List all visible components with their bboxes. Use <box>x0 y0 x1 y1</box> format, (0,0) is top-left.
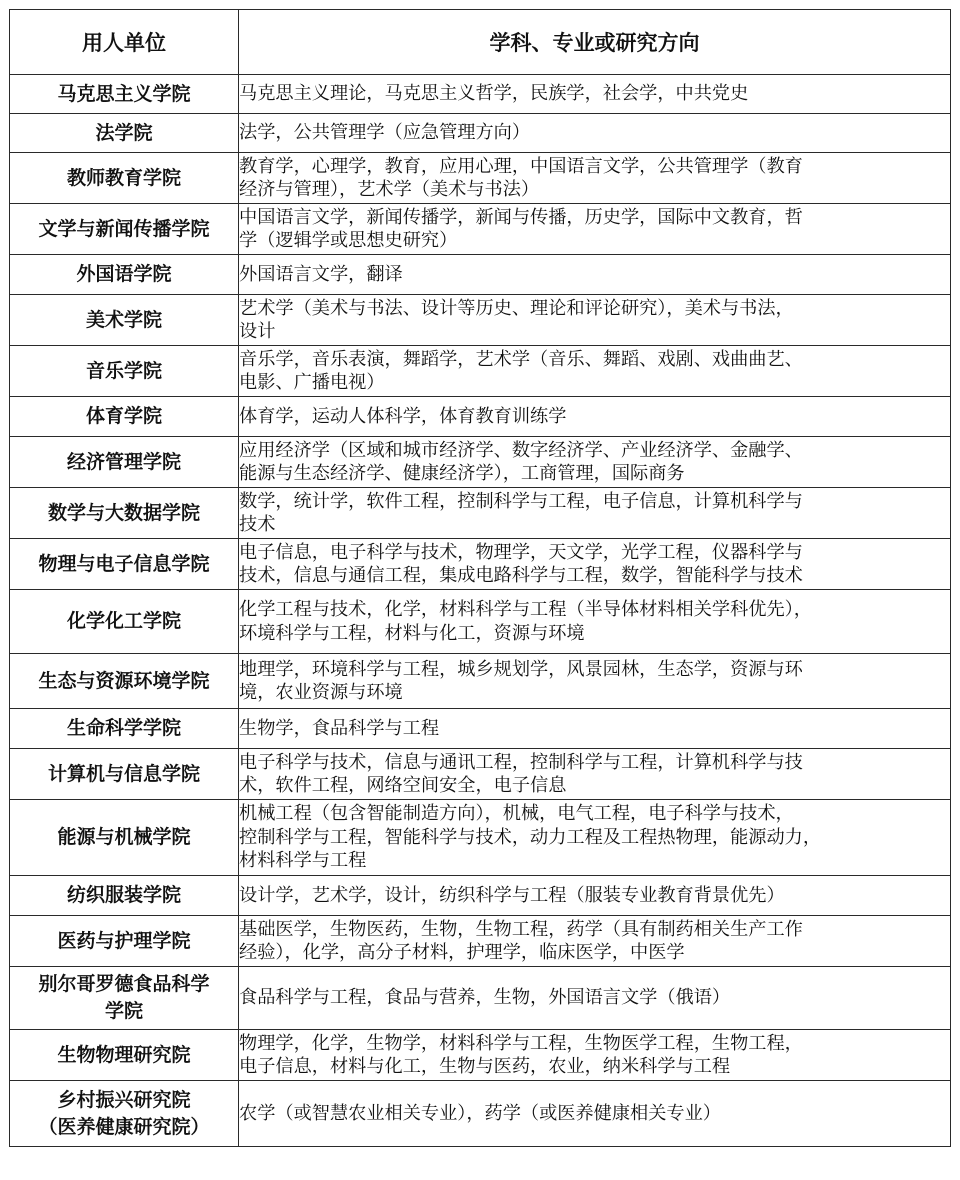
unit-cell <box>10 916 239 967</box>
subject-cell <box>239 654 951 709</box>
subject-text: 音乐学，音乐表演，舞蹈学，艺术学（音乐、舞蹈、戏剧、戏曲曲艺、 <box>239 348 803 370</box>
subject-text: 经验），化学，高分子材料，护理学，临床医学，中医学 <box>239 942 685 963</box>
subject-text: 设计 <box>239 321 276 342</box>
unit-name: 生物物理研究院 <box>57 1043 191 1066</box>
subject-cell <box>239 590 951 654</box>
unit-name: 音乐学院 <box>85 359 162 382</box>
unit-cell <box>10 654 239 709</box>
unit-name: （医养健康研究院） <box>38 1115 210 1138</box>
unit-cell <box>10 153 239 204</box>
subject-cell <box>239 437 951 488</box>
subject-cell <box>239 114 951 153</box>
subject-cell <box>239 709 951 749</box>
table-row <box>10 204 951 255</box>
table-row <box>10 488 951 539</box>
subject-text: 化学工程与技术，化学，材料科学与工程（半导体材料相关学科优先）， <box>239 599 812 620</box>
subject-cell <box>239 876 951 916</box>
unit-cell <box>10 749 239 800</box>
table-row <box>10 255 951 295</box>
table-row <box>10 539 951 590</box>
unit-name: 别尔哥罗德食品科学 <box>38 973 210 995</box>
subject-text: 基础医学，生物医药，生物，生物工程，药学（具有制药相关生产工作 <box>239 918 803 940</box>
unit-name: 教师教育学院 <box>66 166 181 189</box>
unit-name: 经济管理学院 <box>66 450 181 473</box>
subject-text: 体育学，运动人体科学，体育教育训练学 <box>239 405 567 427</box>
unit-cell <box>10 488 239 539</box>
table-row <box>10 397 951 437</box>
subject-text: 数学，统计学，软件工程，控制科学与工程，电子信息，计算机科学与 <box>239 490 803 512</box>
table-row <box>10 75 951 114</box>
subject-text: 法学，公共管理学（应急管理方向） <box>239 122 531 144</box>
header-unit: 用人单位 <box>10 10 239 75</box>
table-row <box>10 967 951 1030</box>
unit-cell <box>10 876 239 916</box>
table-row <box>10 437 951 488</box>
subject-text: 技术 <box>239 514 276 535</box>
unit-name: 生态与资源环境学院 <box>38 669 210 692</box>
unit-name: 医药与护理学院 <box>57 929 191 952</box>
unit-cell <box>10 346 239 397</box>
subject-text: 教育学，心理学，教育，应用心理，中国语言文学，公共管理学（教育 <box>239 155 803 177</box>
subject-text: 环境科学与工程，材料与化工，资源与环境 <box>239 622 585 644</box>
subject-text: 机械工程（包含智能制造方向），机械，电气工程，电子科学与技术， <box>239 803 794 825</box>
unit-name: 马克思主义学院 <box>57 82 191 105</box>
subject-text: 电子科学与技术，信息与通讯工程，控制科学与工程，计算机科学与技 <box>239 751 803 773</box>
unit-cell <box>10 204 239 255</box>
unit-name: 生命科学学院 <box>66 717 181 739</box>
table-row <box>10 709 951 749</box>
subject-cell <box>239 539 951 590</box>
unit-cell <box>10 539 239 590</box>
subject-text: 电影、广播电视） <box>239 372 385 393</box>
subject-cell <box>239 204 951 255</box>
unit-cell <box>10 295 239 346</box>
unit-name: 法学院 <box>95 121 153 144</box>
subject-text: 食品科学与工程，食品与营养，生物，外国语言文学（俄语） <box>239 987 731 1009</box>
table-row <box>10 1030 951 1081</box>
table-row <box>10 916 951 967</box>
table-row <box>10 346 951 397</box>
subject-text: 马克思主义理论，马克思主义哲学，民族学，社会学，中共党史 <box>239 83 749 105</box>
subject-text: 术，软件工程，网络空间安全，电子信息 <box>239 775 567 796</box>
subject-cell <box>239 488 951 539</box>
table-row <box>10 1081 951 1147</box>
header-row <box>10 10 951 75</box>
subject-cell <box>239 255 951 295</box>
subject-text: 材料科学与工程 <box>239 850 367 872</box>
subject-cell <box>239 397 951 437</box>
subject-text: 应用经济学（区域和城市经济学、数字经济学、产业经济学、金融学、 <box>239 439 803 461</box>
subject-cell <box>239 967 951 1030</box>
subject-text: 艺术学（美术与书法、设计等历史、理论和评论研究），美术与书法， <box>239 297 794 319</box>
subject-text: 外国语言文学，翻译 <box>239 263 403 285</box>
unit-cell <box>10 114 239 153</box>
subject-cell <box>239 295 951 346</box>
table-row <box>10 800 951 876</box>
table-row <box>10 876 951 916</box>
recruitment-table <box>9 9 951 1147</box>
subject-text: 电子信息，材料与化工，生物与医药，农业，纳米科学与工程 <box>239 1056 731 1077</box>
subject-cell <box>239 749 951 800</box>
unit-name: 学院 <box>104 1000 143 1022</box>
subject-text: 控制科学与工程，智能科学与技术，动力工程及工程热物理，能源动力， <box>239 826 822 848</box>
subject-cell <box>239 1081 951 1147</box>
table-row <box>10 295 951 346</box>
subject-text: 地理学，环境科学与工程，城乡规划学，风景园林，生态学，资源与环 <box>239 658 803 680</box>
unit-cell <box>10 800 239 876</box>
subject-cell <box>239 153 951 204</box>
subject-text: 学（逻辑学或思想史研究） <box>239 230 458 251</box>
unit-cell <box>10 397 239 437</box>
subject-text: 物理学，化学，生物学，材料科学与工程，生物医学工程，生物工程， <box>239 1032 803 1054</box>
table-row <box>10 749 951 800</box>
unit-cell <box>10 255 239 295</box>
unit-cell <box>10 1081 239 1147</box>
subject-text: 电子信息，电子科学与技术，物理学，天文学，光学工程，仪器科学与 <box>239 541 803 563</box>
subject-text: 生物学，食品科学与工程 <box>239 717 440 739</box>
subject-cell <box>239 916 951 967</box>
unit-name: 体育学院 <box>85 405 162 427</box>
unit-name: 外国语学院 <box>76 263 172 285</box>
subject-cell <box>239 75 951 114</box>
table-row <box>10 654 951 709</box>
unit-name: 数学与大数据学院 <box>47 501 200 524</box>
table-row <box>10 114 951 153</box>
unit-name: 化学化工学院 <box>66 610 181 632</box>
subject-text: 中国语言文学，新闻传播学，新闻与传播，历史学，国际中文教育，哲 <box>239 206 803 228</box>
unit-name: 乡村振兴研究院 <box>57 1088 191 1111</box>
subject-cell <box>239 1030 951 1081</box>
unit-name: 物理与电子信息学院 <box>38 552 210 575</box>
subject-cell <box>239 800 951 876</box>
unit-cell <box>10 709 239 749</box>
subject-text: 技术，信息与通信工程，集成电路科学与工程，数学，智能科学与技术 <box>239 565 803 586</box>
unit-cell <box>10 437 239 488</box>
unit-cell <box>10 590 239 654</box>
subject-text: 经济与管理），艺术学（美术与书法） <box>239 179 540 200</box>
subject-text: 农学（或智慧农业相关专业），药学（或医养健康相关专业） <box>239 1102 721 1124</box>
table-row <box>10 590 951 654</box>
unit-cell <box>10 1030 239 1081</box>
unit-name: 纺织服装学院 <box>66 884 181 906</box>
unit-cell <box>10 967 239 1030</box>
table-row <box>10 153 951 204</box>
subject-text: 设计学，艺术学，设计，纺织科学与工程（服装专业教育背景优先） <box>239 884 785 906</box>
unit-name: 文学与新闻传播学院 <box>38 217 210 240</box>
header-subject: 学科、专业或研究方向 <box>239 10 951 75</box>
unit-name: 美术学院 <box>85 308 162 331</box>
unit-cell <box>10 75 239 114</box>
subject-text: 境，农业资源与环境 <box>239 682 403 703</box>
subject-cell <box>239 346 951 397</box>
unit-name: 计算机与信息学院 <box>47 762 200 785</box>
unit-name: 能源与机械学院 <box>57 826 191 848</box>
subject-text: 能源与生态经济学、健康经济学），工商管理，国际商务 <box>239 463 685 484</box>
